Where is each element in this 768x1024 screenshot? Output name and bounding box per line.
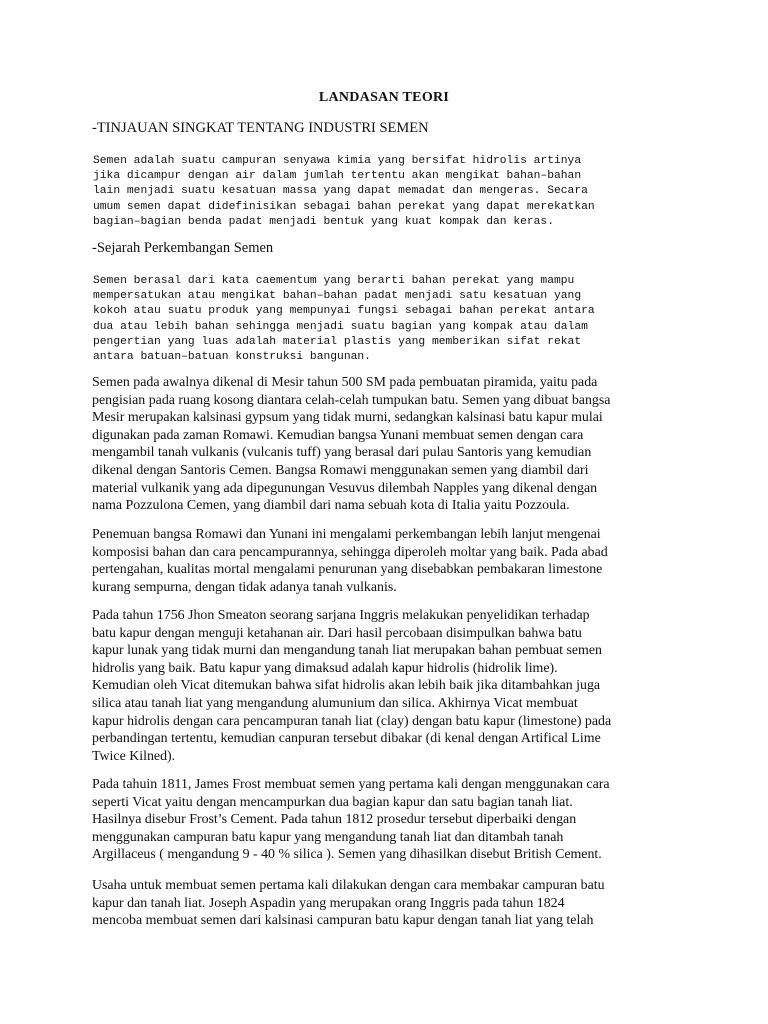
paragraph-definisi-semen — [93, 154, 693, 230]
paragraph-line: Pada tahun 1756 Jhon Smeaton seorang sarjana Inggris melakukan penyelidikan terhadap — [92, 608, 590, 623]
paragraph-line: dikenal dengan Santoris Cemen. Bangsa Romawi menggunakan semen yang diambil dari — [92, 462, 589, 478]
paragraph-line: Semen pada awalnya dikenal di Mesir tahun 500 SM pada pembuatan piramida, yaitu pada — [92, 375, 598, 390]
paragraph-mesir — [92, 374, 682, 515]
paragraph-line: mengambil tanah vulkanis (vulcanis tuff) yang berasal dari pulau Santoris yang kemudian — [92, 445, 592, 461]
paragraph-line: pengisian pada ruang kosong diantara celah-celah tumpukan batu. Semen yang dibuat bangsa — [92, 392, 611, 408]
paragraph-line: mencoba membuat semen dari kalsinasi campuran batu kapur dengan tanah liat yang telah — [92, 913, 594, 929]
paragraph-line: kurang sempurna, dengan tidak adanya tanah vulkanis. — [92, 579, 397, 595]
paragraph-line: material vulkanik yang ada dipegunungan Vesuvus dilembah Napples yang dikenal dengan — [92, 480, 598, 496]
paragraph-james-frost — [92, 776, 682, 864]
section-heading-tinjauan: -TINJAUAN SINGKAT TENTANG INDUSTRI SEMEN — [92, 120, 429, 136]
paragraph-line: menggunakan campuran batu kapur yang mengandung tanah liat dan ditambah tanah — [92, 829, 564, 845]
paragraph-line: perbandingan tertentu, kemudian canpuran tersebut dibakar (di kenal dengan Artifical Lime — [92, 731, 601, 747]
paragraph-joseph-aspadin — [92, 877, 682, 930]
paragraph-line: umum semen dapat didefinisikan sebagai bahan perekat yang dapat merekatkan — [93, 200, 595, 213]
paragraph-line: lain menjadi suatu kesatuan massa yang dapat memadat dan mengeras. Secara — [93, 185, 588, 198]
paragraph-line: Hasilnya disebur Frost’s Cement. Pada tahun 1812 prosedur tersebut diperbaiki dengan — [92, 812, 577, 828]
paragraph-line: pengertian yang luas adalah material plastis yang memberikan sifat rekat — [93, 335, 582, 348]
paragraph-asal-kata-semen — [93, 274, 693, 365]
paragraph-line: silica atau tanah liat yang mengandung alumunium dan silica. Akhirnya Vicat membuat — [92, 695, 578, 711]
paragraph-line: komposisi bahan dan cara pencampurannya, sehingga diperoleh moltar yang baik. Pada abad — [92, 544, 608, 560]
paragraph-line: Twice Kilned). — [92, 748, 176, 764]
paragraph-line: Penemuan bangsa Romawi dan Yunani ini mengalami perkembangan lebih lanjut mengenai — [92, 527, 601, 542]
paragraph-line: nama Pozzulona Cemen, yang diambil dari nama sebuah kota di Italia yaitu Pozzoula. — [92, 498, 570, 514]
page-title: LANDASAN TEORI — [318, 90, 450, 105]
paragraph-line: bagian–bagian benda padat menjadi bentuk yang kuat kompak dan keras. — [93, 215, 554, 228]
paragraph-line: seperti Vicat yaitu dengan mencampurkan dua bagian kapur dan satu bagian tanah liat. — [92, 794, 573, 810]
paragraph-line: batu kapur dengan menguji ketahanan air. Dari hasil percobaan disimpulkan bahwa batu — [92, 625, 582, 641]
paragraph-line: dua atau lebih bahan sehingga menjadi suatu bagian yang kompak atau dalam — [93, 320, 588, 333]
paragraph-line: jika dicampur dengan air dalam jumlah tertentu akan mengikat bahan–bahan — [93, 170, 582, 183]
paragraph-line: Usaha untuk membuat semen pertama kali dilakukan dengan cara membakar campuran batu — [92, 878, 605, 893]
paragraph-romawi-yunani — [92, 526, 682, 596]
paragraph-line: Semen adalah suatu campuran senyawa kimia yang bersifat hidrolis artinya — [93, 155, 582, 167]
paragraph-line: digunakan pada zaman Romawi. Kemudian bangsa Yunani membuat semen dengan cara — [92, 427, 584, 443]
paragraph-smeaton-vicat — [92, 607, 682, 765]
section-heading-sejarah: -Sejarah Perkembangan Semen — [92, 240, 274, 256]
paragraph-line: Argillaceus ( mengandung 9 - 40 % silica ). Semen yang dihasilkan disebut British Cement. — [92, 847, 602, 863]
paragraph-line: kapur dan tanah liat. Joseph Aspadin yang merupakan orang Inggris pada tahun 1824 — [92, 895, 565, 911]
paragraph-line: kokoh atau suatu produk yang mempunyai fungsi sebagai bahan perekat antara — [93, 305, 595, 318]
paragraph-line: pertengahan, kualitas mortal mengalami penurunan yang disebabkan pembakaran limestone — [92, 562, 603, 578]
paragraph-line: kapur hidrolis dengan cara pencampuran tanah liat (clay) dengan batu kapur (limestone) pada — [92, 713, 612, 729]
paragraph-line: mempersatukan atau mengikat bahan–bahan padat menjadi satu kesatuan yang — [93, 290, 582, 303]
paragraph-line: Pada tahuin 1811, James Frost membuat semen yang pertama kali dengan menggunakan cara — [92, 777, 610, 792]
paragraph-line: Mesir merupakan kalsinasi gypsum yang tidak murni, sedangkan kalsinasi batu kapur mulai — [92, 410, 603, 426]
paragraph-line: kapur lunak yang tidak murni dan mengandung tanah liat merupakan bahan pembuat semen — [92, 643, 602, 659]
paragraph-line: Kemudian oleh Vicat ditemukan bahwa sifat hidrolis akan lebih baik jika ditambahkan juga — [92, 678, 601, 694]
paragraph-line: antara batuan–batuan konstruksi bangunan. — [93, 351, 371, 364]
paragraph-line: Semen berasal dari kata caementum yang berarti bahan perekat yang mampu — [93, 275, 575, 287]
paragraph-line: hidrolis yang baik. Batu kapur yang dimaksud adalah kapur hidrolis (hidrolik lime). — [92, 660, 558, 676]
